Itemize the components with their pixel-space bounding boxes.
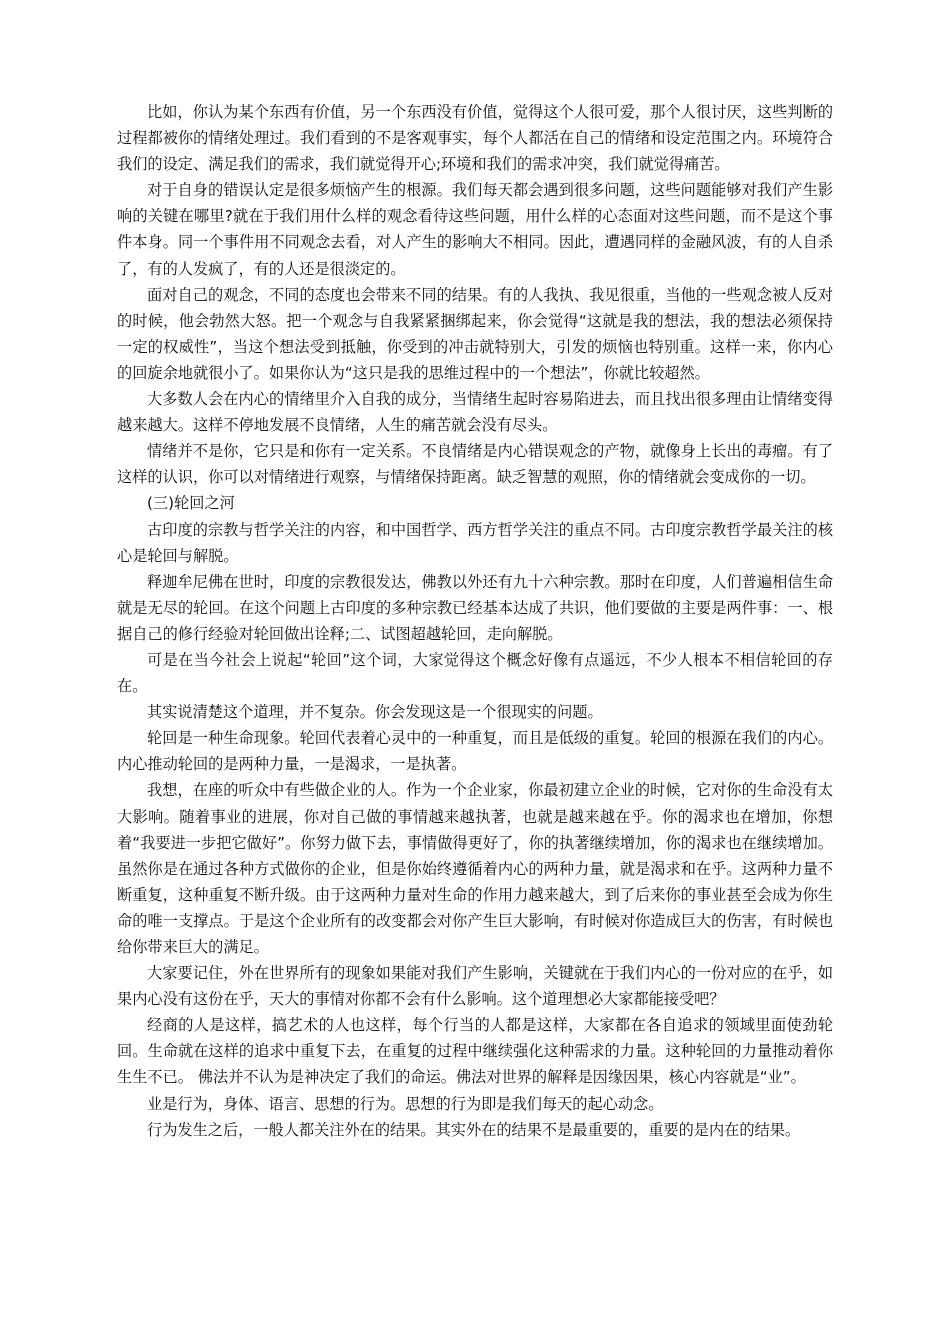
paragraph-wrong-beliefs: 对于自身的错误认定是很多烦恼产生的根源。我们每天都会遇到很多问题，这些问题能够对我们产生影响的关键在哪里?就在于我们用什么样的观念看待这些问题，用什么样的心态面对这些问题，而不是这个事件本身。同一个事件用不同观念去看，对人产生的影响大不相同。因此，遭遇同样的金融风波，有的人自杀了，有的人发疯了，有的人还是很淡定的。 xyxy=(117,181,833,278)
paragraph-entrepreneur: 我想，在座的听众中有些做企业的人。作为一个企业家，你最初建立企业的时候，它对你的生命没有太大影响。随着事业的进展，你对自己做的事情越来越执著，也就是越来越在乎。你的渴求也在增加，你想着“我要进一步把它做好”。你努力做下去，事情做得更好了，你的执著继续增加，你的渴求也在继续增加。虽然你是在通过各种方式做你的企业，但是你始终遵循着内心的两种力量，就是渴求和在乎。这两种力量不断重复，这种重复不断升级。由于这两种力量对生命的作用力越来越大，到了后来你的事业甚至会成为你生命的唯一支撑点。于是这个企业所有的改变都会对你产生巨大影响，有时候对你造成巨大的伤害，有时候也给你带来巨大的满足。 xyxy=(117,781,833,956)
paragraph-samsara-phenomenon: 轮回是一种生命现象。轮回代表着心灵中的一种重复，而且是低级的重复。轮回的根源在我们的内心。内心推动轮回的是两种力量，一是渴求，一是执著。 xyxy=(117,729,833,774)
paragraph-business-art: 经商的人是这样，搞艺术的人也这样，每个行当的人都是这样，大家都在各自追求的领域里面使劲轮回。生命就在这样的追求中重复下去，在重复的过程中继续强化这种需求的力量。这种轮回的力量推动着你生生不已。 佛法并不认为是神决定了我们的命运。佛法对世界的解释是因缘因果，核心内容就是“业”。 xyxy=(117,1016,833,1087)
paragraph-karma-definition: 业是行为，身体、语言、思想的行为。思想的行为即是我们每天的起心动念。 xyxy=(147,1094,664,1113)
paragraph-buddha-era: 释迦牟尼佛在世时，印度的宗教很发达，佛教以外还有九十六种宗教。那时在印度，人们普遍相信生命就是无尽的轮回。在这个问题上古印度的多种宗教已经基本达成了共识，他们要做的主要是两件事：一、根据自己的修行经验对轮回做出诠释;二、试图超越轮回，走向解脱。 xyxy=(117,572,833,643)
paragraph-results: 行为发生之后，一般人都关注外在的结果。其实外在的结果不是最重要的，重要的是内在的结果。 xyxy=(147,1120,801,1139)
document-body xyxy=(117,99,833,1143)
paragraph-not-complex: 其实说清楚这个道理，并不复杂。你会发现这是一个很现实的问题。 xyxy=(147,703,603,722)
paragraph-indian-philosophy: 古印度的宗教与哲学关注的内容，和中国哲学、西方哲学关注的重点不同。古印度宗教哲学最关注的核心是轮回与解脱。 xyxy=(117,520,833,565)
paragraph-modern-view: 可是在当今社会上说起“轮回”这个词，大家觉得这个概念好像有点遥远，不少人根本不相信轮回的存在。 xyxy=(117,650,833,696)
section-heading: (三)轮回之河 xyxy=(147,494,235,513)
paragraph-emotion-not-you: 情绪并不是你，它只是和你有一定关系。不良情绪是内心错误观念的产物，就像身上长出的毒瘤。有了这样的认识，你可以对情绪进行观察，与情绪保持距离。缺乏智慧的观照，你的情绪就会变成你的一切。 xyxy=(117,442,833,487)
paragraph-self-in-emotion: 大多数人会在内心的情绪里介入自我的成分，当情绪生起时容易陷进去，而且找出很多理由让情绪变得越来越大。这样不停地发展不良情绪，人生的痛苦就会没有尽头。 xyxy=(117,390,833,435)
paragraph-remember: 大家要记住，外在世界所有的现象如果能对我们产生影响，关键就在于我们内心的一份对应的在乎，如果内心没有这份在乎，天大的事情对你都不会有什么影响。这个道理想必大家都能接受吧？ xyxy=(117,964,833,1009)
paragraph-emotion-judgment: 比如，你认为某个东西有价值，另一个东西没有价值，觉得这个人很可爱，那个人很讨厌，这些判断的过程都被你的情绪处理过。我们看到的不是客观事实，每个人都活在自己的情绪和设定范围之内。环境符合我们的设定、满足我们的需求，我们就觉得开心;环境和我们的需求冲突，我们就觉得痛苦。 xyxy=(117,103,833,174)
paragraph-facing-ideas: 面对自己的观念，不同的态度也会带来不同的结果。有的人我执、我见很重，当他的一些观念被人反对的时候，他会勃然大怒。把一个观念与自我紧紧捆绑起来，你会觉得“这就是我的想法，我的想法必须保持一定的权威性”，当这个想法受到抵触，你受到的冲击就特别大，引发的烦恼也特别重。这样一来，你内心的回旋余地就很小了。如果你认为“这只是我的思维过程中的一个想法”，你就比较超然。 xyxy=(117,285,833,382)
